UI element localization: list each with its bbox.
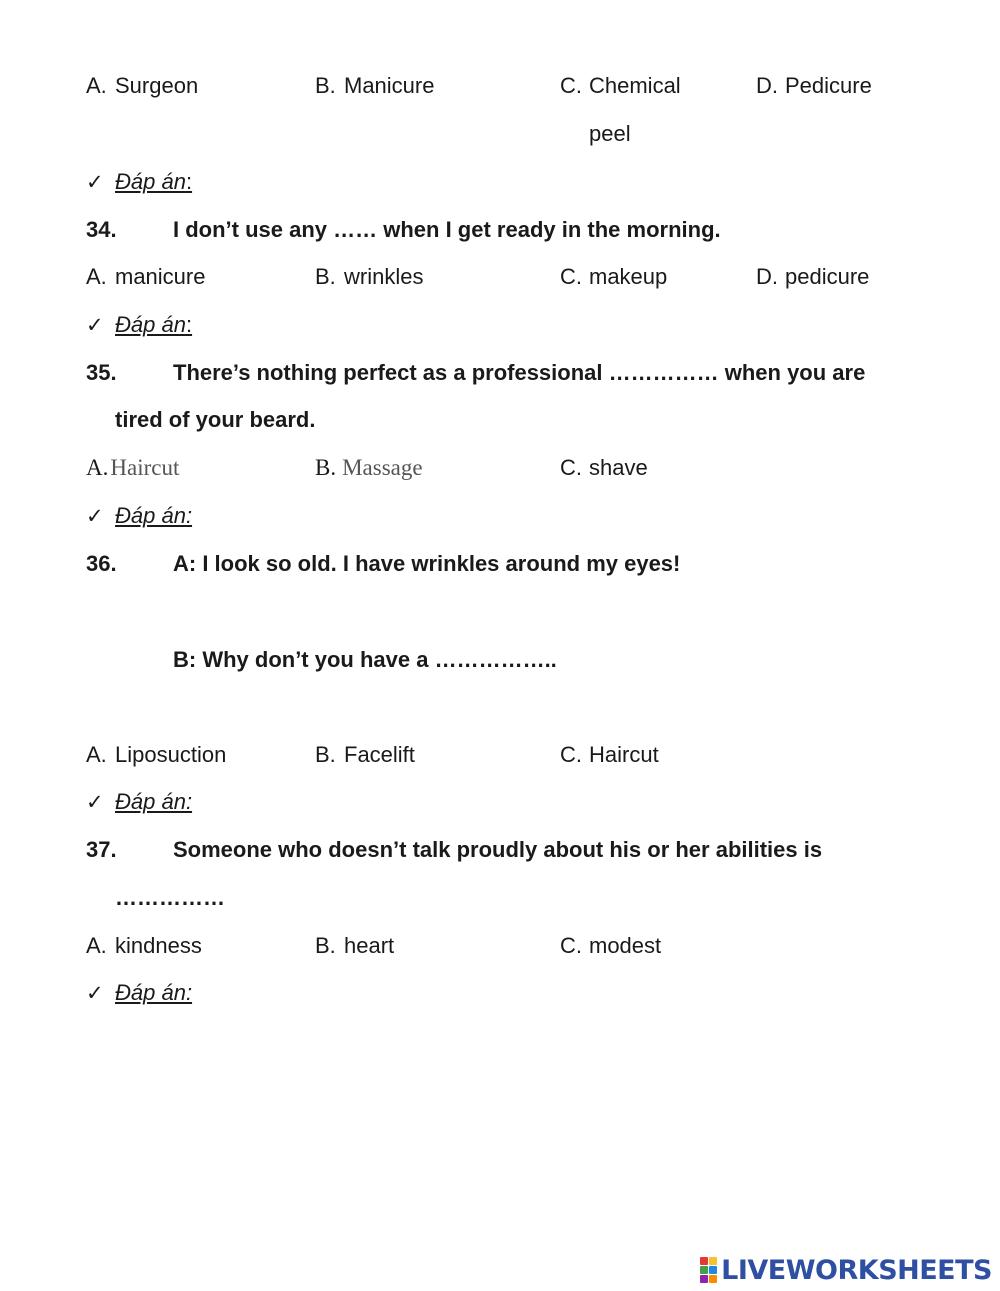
q33-option-c[interactable] — [560, 66, 681, 106]
q36-option-a[interactable] — [86, 735, 226, 775]
option-text: kindness — [115, 933, 202, 958]
logo-tile — [709, 1257, 717, 1265]
q33-option-d[interactable] — [756, 66, 872, 106]
liveworksheets-logo[interactable] — [700, 1250, 992, 1290]
logo-text: LIVEWORKSHEETS — [721, 1254, 992, 1286]
q34-option-b[interactable] — [315, 257, 423, 297]
logo-tile — [700, 1275, 708, 1283]
q34-question-row — [0, 210, 1000, 250]
q33-option-b[interactable] — [315, 66, 434, 106]
option-text: Haircut — [589, 742, 659, 767]
q35-text-line1: There’s nothing perfect as a professional …………… when you are — [173, 360, 866, 385]
option-letter: B. — [315, 933, 336, 958]
q37-option-b[interactable] — [315, 926, 394, 966]
q37-option-c[interactable] — [560, 926, 661, 966]
q36-options-row — [0, 735, 1000, 775]
checkmark-icon: ✓ — [86, 504, 104, 528]
checkmark-icon: ✓ — [86, 981, 104, 1005]
q33-answer-label — [115, 162, 192, 202]
option-text: Facelift — [344, 742, 415, 767]
option-text: manicure — [115, 264, 206, 289]
q37-question-continuation-row — [0, 878, 1000, 918]
q36-number: 36. — [86, 551, 117, 576]
q34-answer-row — [0, 305, 1000, 345]
q34-number: 34. — [86, 217, 117, 242]
q37-answer-label: Đáp án: — [115, 980, 193, 1005]
option-letter: B. — [315, 455, 337, 480]
q33-options-row — [0, 66, 1000, 106]
option-letter: B. — [315, 264, 336, 289]
q34-options-row — [0, 257, 1000, 297]
q35-options-row — [0, 448, 1000, 488]
answer-colon: : — [185, 312, 193, 337]
q35-question-continuation-row — [0, 400, 1000, 440]
option-letter: A. — [86, 264, 107, 289]
q37-option-a[interactable] — [86, 926, 202, 966]
option-text: Manicure — [344, 73, 435, 98]
q35-option-b[interactable] — [315, 448, 423, 488]
q34-option-c[interactable] — [560, 257, 667, 297]
option-letter: C. — [560, 742, 582, 767]
option-text: Haircut — [110, 455, 180, 480]
q35-answer-row — [0, 496, 1000, 536]
q36-question-row — [0, 544, 1000, 584]
answer-label-text: Đáp án — [115, 169, 186, 194]
option-text: shave — [589, 455, 648, 480]
checkmark-icon: ✓ — [86, 170, 104, 194]
logo-tile — [709, 1266, 717, 1274]
q37-options-row — [0, 926, 1000, 966]
q33-option-a[interactable] — [86, 66, 198, 106]
option-text: Chemical — [589, 73, 681, 98]
option-letter: A. — [86, 73, 107, 98]
option-letter: C. — [560, 264, 582, 289]
q36-line-a: A: I look so old. I have wrinkles around my eyes! — [173, 551, 681, 576]
option-letter: C. — [560, 455, 582, 480]
option-letter: B. — [315, 742, 336, 767]
q36-answer-label: Đáp án: — [115, 789, 193, 814]
option-text: heart — [344, 933, 395, 958]
option-letter: A. — [86, 455, 109, 480]
q37-question-row — [0, 830, 1000, 870]
answer-colon: : — [185, 169, 193, 194]
option-text: wrinkles — [344, 264, 424, 289]
q35-number: 35. — [86, 360, 117, 385]
option-text: Surgeon — [115, 73, 199, 98]
option-text: modest — [589, 933, 662, 958]
option-text: Pedicure — [785, 73, 872, 98]
option-letter: B. — [315, 73, 336, 98]
q37-text-line2: …………… — [115, 885, 225, 910]
logo-tile — [709, 1275, 717, 1283]
q37-answer-row — [0, 973, 1000, 1013]
q37-number: 37. — [86, 837, 117, 862]
liveworksheets-logo-icon — [700, 1257, 717, 1283]
q34-option-d[interactable] — [756, 257, 869, 297]
q35-answer-label: Đáp án: — [115, 503, 193, 528]
option-letter: C. — [560, 73, 582, 98]
q35-question-row — [0, 353, 1000, 393]
q36-line-b: B: Why don’t you have a …………….. — [173, 647, 557, 672]
q33-option-c-continuation-row — [0, 114, 1000, 154]
q35-option-c[interactable] — [560, 448, 648, 488]
logo-tile — [700, 1266, 708, 1274]
q36-option-c[interactable] — [560, 735, 659, 775]
q37-text-line1: Someone who doesn’t talk proudly about his or her abilities is — [173, 837, 823, 862]
option-letter: A. — [86, 742, 107, 767]
answer-label-text: Đáp án — [115, 312, 186, 337]
option-text: Massage — [342, 455, 423, 480]
q33-option-c-continuation: peel — [589, 121, 631, 146]
option-letter: D. — [756, 73, 778, 98]
logo-tile — [700, 1257, 708, 1265]
q36-dialogue-b-row — [0, 640, 1000, 680]
checkmark-icon: ✓ — [86, 313, 104, 337]
checkmark-icon: ✓ — [86, 790, 104, 814]
q34-text: I don’t use any …… when I get ready in the morning. — [173, 217, 721, 242]
option-letter: C. — [560, 933, 582, 958]
q34-answer-label — [115, 305, 192, 345]
option-letter: A. — [86, 933, 107, 958]
q34-option-a[interactable] — [86, 257, 205, 297]
q36-answer-row — [0, 782, 1000, 822]
q36-option-b[interactable] — [315, 735, 415, 775]
q33-answer-row — [0, 162, 1000, 202]
q35-text-line2: tired of your beard. — [115, 407, 316, 432]
q35-option-a[interactable] — [86, 448, 179, 488]
option-text: Liposuction — [115, 742, 227, 767]
option-text: makeup — [589, 264, 668, 289]
option-letter: D. — [756, 264, 778, 289]
option-text: pedicure — [785, 264, 870, 289]
